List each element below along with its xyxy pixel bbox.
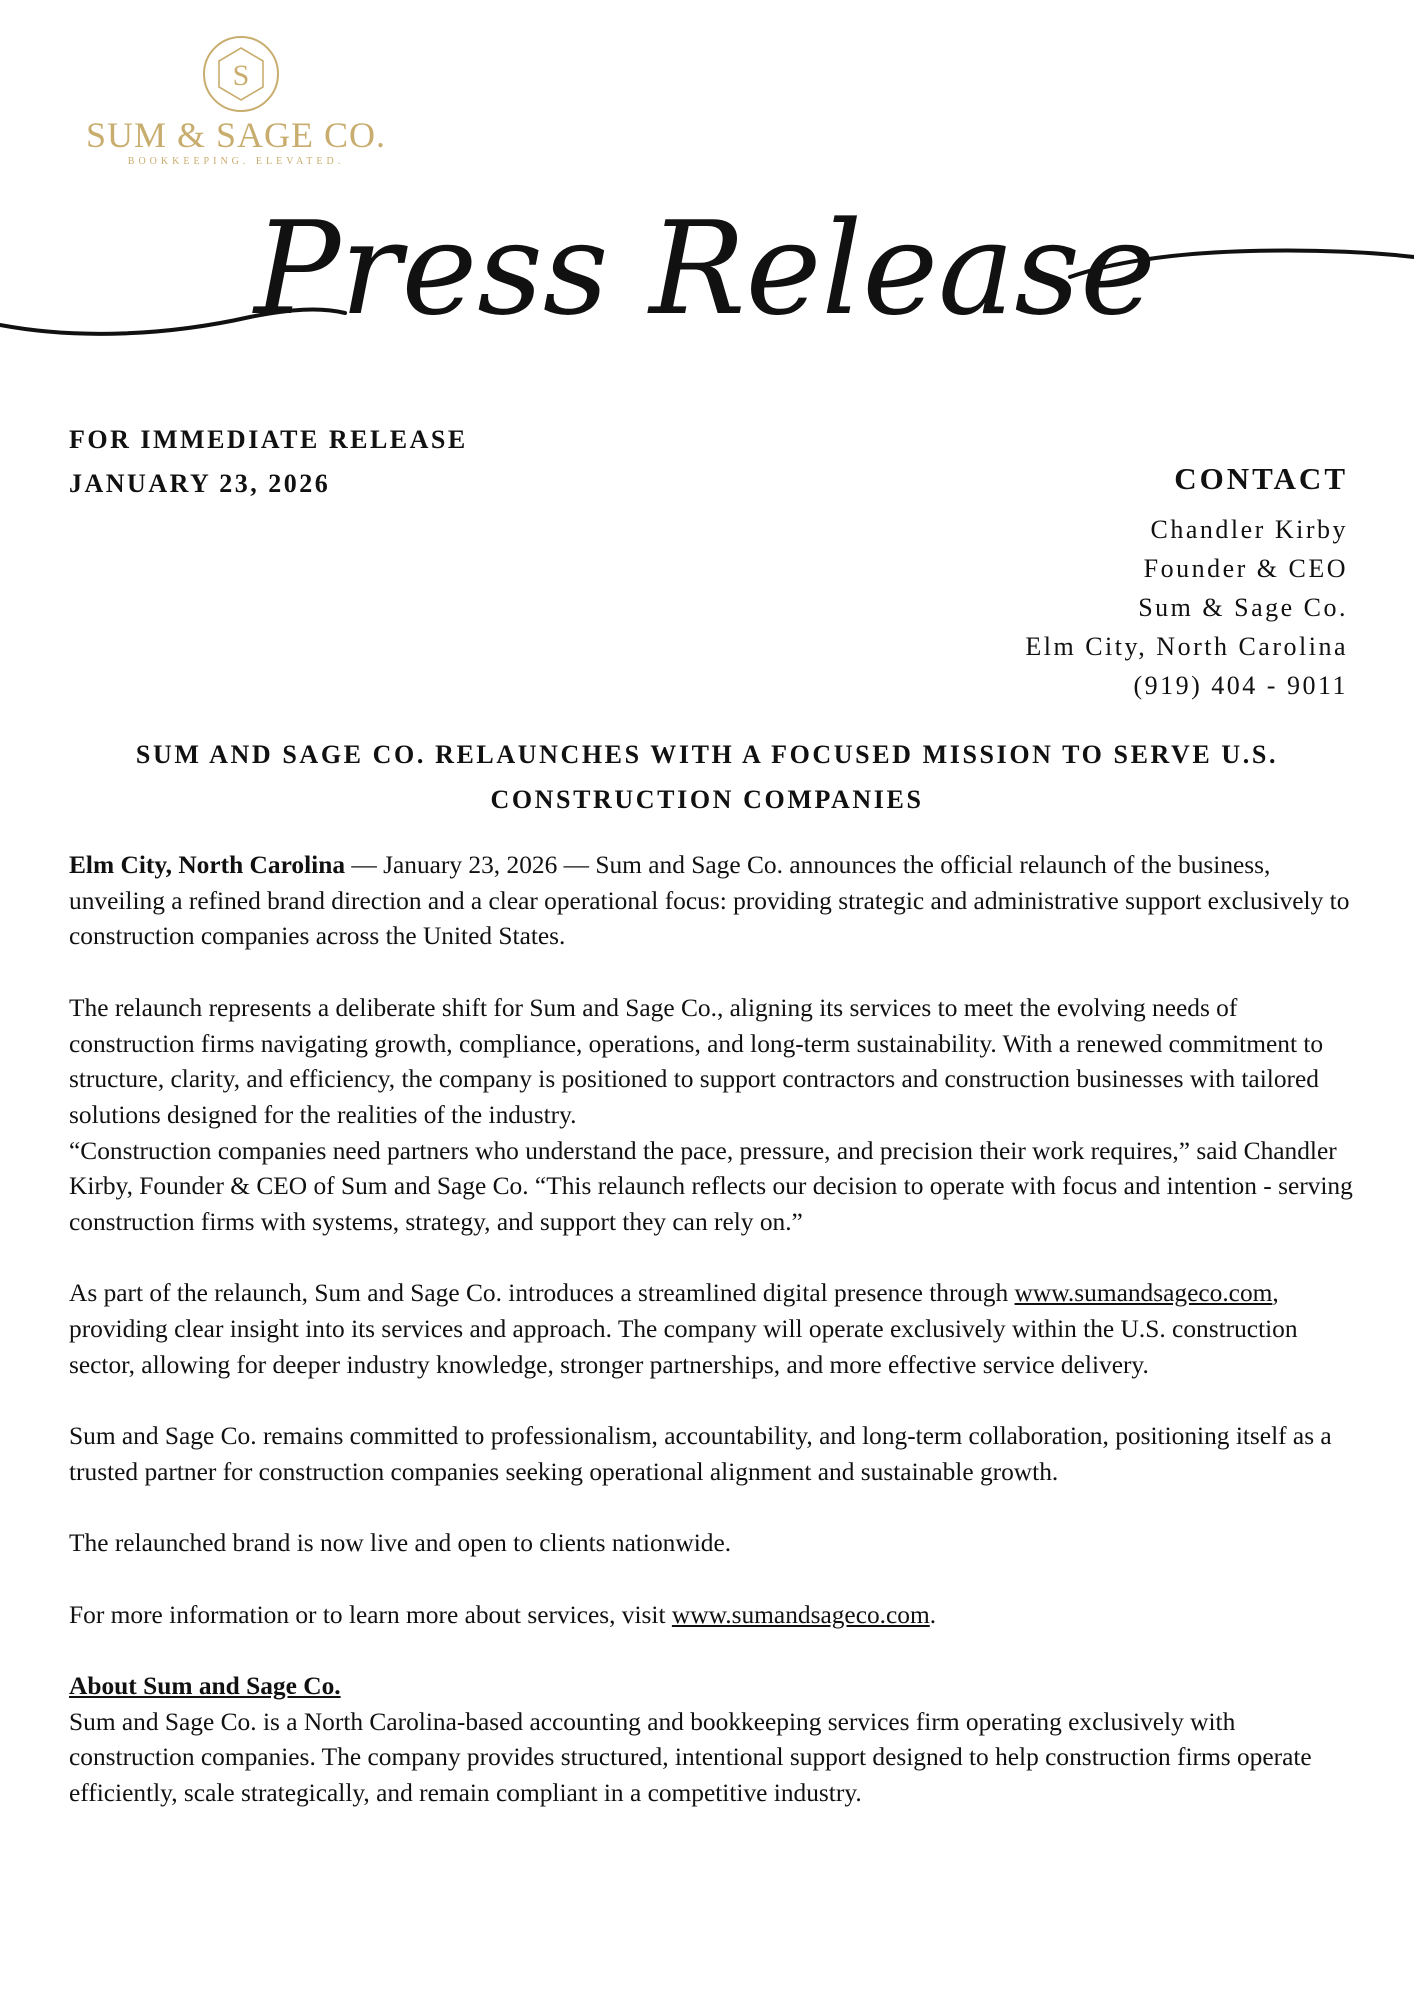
- digital-text-after: , providing clear insight into its services and approach. The company will operate exclusively within the U.S. construction sector, allowing for deeper industry knowledge, stronger partnerships, and more effective service delivery.: [69, 1279, 1298, 1379]
- paragraph-live: The relaunched brand is now live and open to clients nationwide.: [69, 1529, 732, 1558]
- contact-block: [1025, 456, 1348, 705]
- contact-title: Founder & CEO: [1143, 554, 1348, 583]
- title-text: Press Release: [254, 195, 1156, 344]
- about-section: [69, 1669, 1359, 1812]
- press-release-body: [69, 848, 1359, 1812]
- contact-name: Chandler Kirby: [1150, 515, 1348, 544]
- contact-company: Sum & Sage Co.: [1138, 593, 1348, 622]
- about-text: Sum and Sage Co. is a North Carolina-based accounting and bookkeeping services firm operating exclusively with construction companies. The company provides structured, intentional support designed to help construction firms operate efficiently, scale strategically, and remain compliant in a competitive industry.: [69, 1707, 1312, 1808]
- about-heading: About Sum and Sage Co.: [69, 1672, 341, 1701]
- headline-line-1: SUM AND SAGE CO. RELAUNCHES WITH A FOCUSED MISSION TO SERVE U.S.: [135, 740, 1279, 769]
- website-link[interactable]: www.sumandsageco.com: [1014, 1279, 1273, 1308]
- brand-name: SUM & SAGE CO.: [85, 115, 387, 155]
- monogram-icon: [201, 34, 281, 114]
- brand-tagline: BOOKKEEPING. ELEVATED.: [127, 156, 345, 167]
- more-info-text-after: .: [929, 1600, 937, 1629]
- monogram-letter: S: [232, 59, 250, 92]
- more-info-text-before: For more information or to learn more about services, visit: [69, 1600, 672, 1629]
- release-date: JANUARY 23, 2026: [69, 469, 331, 498]
- release-info: [69, 418, 468, 506]
- contact-location: Elm City, North Carolina: [1025, 632, 1348, 661]
- paragraph-commitment: Sum and Sage Co. remains committed to professionalism, accountability, and long-term collaboration, positioning itself as a trusted partner for construction companies seeking operational alignment and sustainable growth.: [69, 1422, 1332, 1486]
- press-release-title: [0, 185, 1414, 365]
- digital-text-before: As part of the relaunch, Sum and Sage Co. introduces a streamlined digital presence through: [69, 1279, 1015, 1308]
- paragraph-quote: “Construction companies need partners who understand the pace, pressure, and precision their work requires,” said Chandler Kirby, Founder & CEO of Sum and Sage Co. “This relaunch reflects our decision to operate with focus and intention - serving construction firms with systems, strategy, and support they can rely on.”: [69, 1136, 1353, 1237]
- contact-phone: (919) 404 - 9011: [1133, 671, 1348, 700]
- paragraph-intro: [69, 848, 1359, 955]
- paragraph-digital: [69, 1276, 1359, 1383]
- paragraph-more-info: [69, 1598, 1359, 1634]
- website-link-footer[interactable]: www.sumandsageco.com: [671, 1600, 930, 1629]
- contact-heading: CONTACT: [1174, 461, 1348, 496]
- headline: [40, 732, 1374, 822]
- headline-line-2: CONSTRUCTION COMPANIES: [490, 785, 924, 814]
- dateline: Elm City, North Carolina: [69, 851, 346, 879]
- company-logo: [76, 34, 396, 169]
- paragraph-shift: The relaunch represents a deliberate shift for Sum and Sage Co., aligning its services to meet the evolving needs of construction firms navigating growth, compliance, operations, and long-term sustainability. With a renewed commitment to structure, clarity, and efficiency, the company is positioned to support contractors and construction businesses with tailored solutions designed for the realities of the industry.: [69, 993, 1324, 1129]
- intro-text: — January 23, 2026 — Sum and Sage Co. announces the official relaunch of the business, unveiling a refined brand direction and a clear operational focus: providing strategic and administrative support exclusively to construction companies across the United States.: [69, 851, 1350, 951]
- release-label: FOR IMMEDIATE RELEASE: [69, 425, 468, 454]
